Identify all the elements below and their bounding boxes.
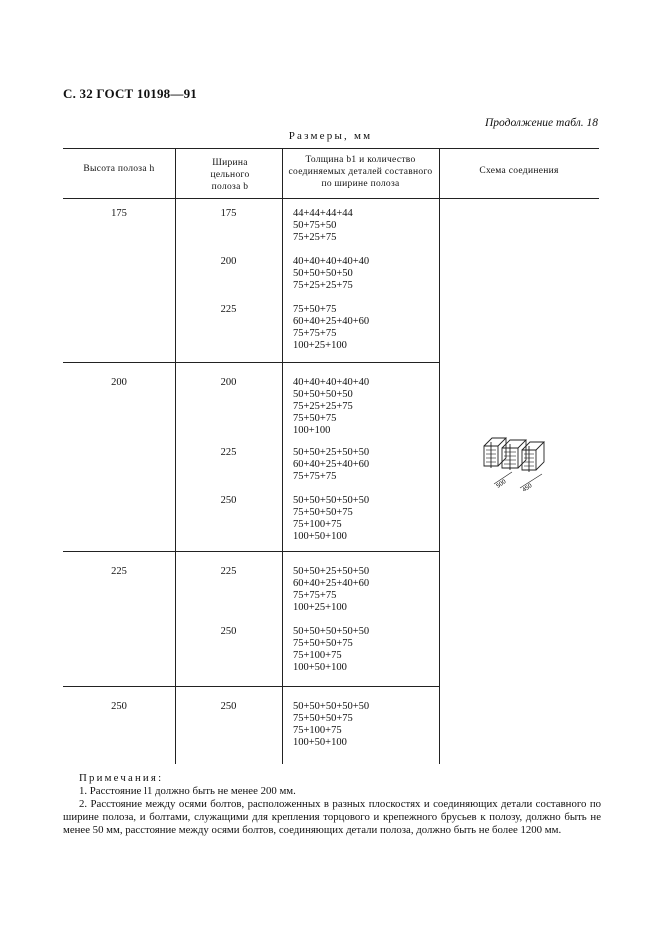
combo-item: 75+75+75 (293, 471, 337, 482)
scheme-block (522, 442, 544, 450)
width-cell: 250 (220, 626, 237, 637)
combo-list (293, 208, 353, 244)
width-cell: 200 (220, 256, 237, 267)
combo-item: 75+50+75 (293, 413, 337, 424)
combo-item: 100+50+100 (293, 662, 347, 673)
combo-item: 75+100+75 (293, 519, 342, 530)
notes-title: Примечания: (79, 772, 164, 784)
combo-item: 100+25+100 (293, 602, 347, 613)
combo-item: 75+100+75 (293, 650, 342, 661)
combo-list (293, 495, 369, 543)
height-cell: 200 (111, 377, 127, 388)
notes-section (63, 772, 601, 837)
combo-item: 50+50+25+50+50 (293, 447, 370, 458)
column-header-thickness (282, 154, 439, 190)
width-cell: 250 (220, 701, 237, 712)
combo-item: 40+40+40+40+40 (293, 256, 370, 267)
combo-item: 50+50+50+50 (293, 389, 353, 400)
group-separator (63, 362, 439, 363)
note-item: 2. Расстояние между осями болтов, расположенных в разных плоскостях и соединяющих детали составного по ширине полоза, и болтами, служащими для крепления торцового и крепежного брусьев к полозу, должно быть не менее 50 мм, расстояние между осями болтов, соединяющих детали полоза, должно быть не более 1200 мм. (63, 798, 601, 836)
combo-item: 60+40+25+40+60 (293, 459, 370, 470)
combo-item: 50+75+50 (293, 220, 337, 231)
combo-item: 100+50+100 (293, 737, 347, 748)
combo-item: 50+50+50+50+50 (293, 701, 370, 712)
combo-list (293, 377, 369, 437)
combo-list (293, 256, 369, 292)
table-top-rule (63, 148, 599, 149)
width-cell: 200 (220, 377, 237, 388)
combo-item: 50+50+50+50 (293, 268, 353, 279)
width-cell: 225 (220, 447, 237, 458)
scheme-dimension-label: 450 (521, 482, 534, 494)
combo-item: 100+25+100 (293, 340, 347, 351)
column-header-height-label: Высота полоза h (83, 164, 155, 174)
combo-list (293, 304, 369, 352)
combo-item: 75+50+50+75 (293, 638, 353, 649)
combo-item: 50+50+50+50+50 (293, 495, 370, 506)
column-rule (439, 148, 440, 764)
combo-item: 100+50+100 (293, 531, 347, 542)
scheme-block (484, 438, 506, 446)
combo-item: 75+25+75 (293, 232, 337, 243)
combo-item: 75+25+25+75 (293, 280, 353, 291)
scheme-dimension-label: 500 (495, 478, 508, 490)
combo-item: 50+50+25+50+50 (293, 566, 370, 577)
combo-item: 40+40+40+40+40 (293, 377, 370, 388)
width-cell: 250 (220, 495, 237, 506)
table-header-rule (63, 198, 599, 199)
combo-item: 75+75+75 (293, 328, 337, 339)
combo-item: 60+40+25+40+60 (293, 316, 370, 327)
combo-item: 75+50+50+75 (293, 507, 353, 518)
group-separator (63, 551, 439, 552)
height-cell: 225 (111, 566, 127, 577)
combo-list (293, 626, 369, 674)
width-cell: 225 (220, 566, 237, 577)
combo-item: 75+50+75 (293, 304, 337, 315)
column-header-thickness-line: по ширине полоза (321, 179, 400, 189)
combo-list (293, 566, 369, 614)
combo-item: 100+100 (293, 425, 331, 436)
combo-item: 75+75+75 (293, 590, 337, 601)
joint-scheme-figure (476, 420, 562, 498)
combo-list (293, 701, 369, 749)
combo-item: 75+25+25+75 (293, 401, 353, 412)
width-cell: 225 (220, 304, 237, 315)
height-cell: 250 (111, 701, 127, 712)
combo-item: 44+44+44+44 (293, 208, 353, 219)
combo-item: 60+40+25+40+60 (293, 578, 370, 589)
column-header-width (196, 157, 264, 193)
dimensions-label: Размеры, мм (288, 130, 373, 142)
column-header-height (63, 163, 175, 175)
column-header-thickness-line: соединяемых деталей составного (288, 167, 433, 177)
table-continuation-label: Продолжение табл. 18 (485, 117, 598, 129)
width-cell: 175 (220, 208, 237, 219)
combo-item: 75+50+50+75 (293, 713, 353, 724)
column-header-scheme-label: Схема соединения (479, 166, 559, 176)
group-separator (63, 686, 439, 687)
note-item: 1. Расстояние l1 должно быть не менее 200 мм. (79, 785, 296, 797)
combo-item: 50+50+50+50+50 (293, 626, 370, 637)
height-cell: 175 (111, 208, 127, 219)
combo-item: 75+100+75 (293, 725, 342, 736)
page-header: С. 32 ГОСТ 10198—91 (63, 86, 197, 101)
column-rule (282, 148, 283, 764)
column-header-scheme (439, 165, 599, 177)
column-header-thickness-line: Толщина b1 и количество (305, 155, 416, 165)
column-header-width-label: Ширина цельного полоза b (210, 158, 250, 192)
combo-list (293, 447, 369, 483)
